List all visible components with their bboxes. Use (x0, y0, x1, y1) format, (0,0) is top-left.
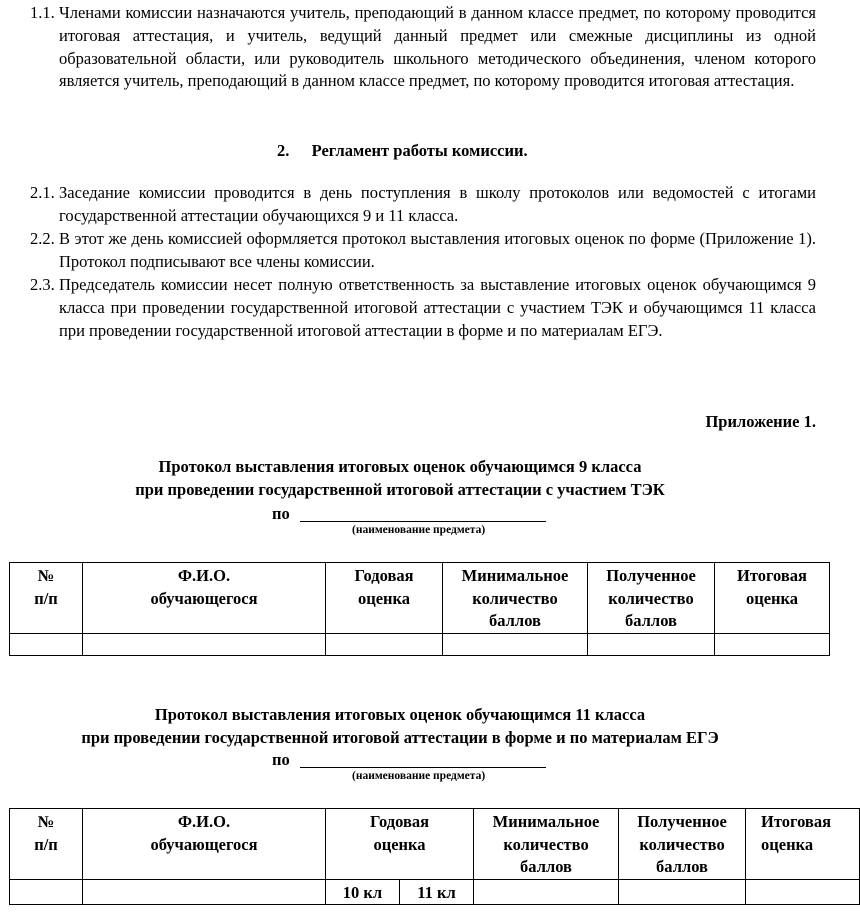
subject-blank-line (300, 501, 546, 522)
clause-2-3 (30, 274, 816, 342)
section-2-title: Регламент работы комиссии. (311, 141, 528, 160)
clause-text: Председатель комиссии несет полную ответственность за выставление итоговых оценок обучающимся 9 класса при проведении государственной итоговой аттестации с участием ТЭК и обучающимся 11 класса при проведении государственной итоговой аттестации в форме и по материалам ЕГЭ. (59, 275, 816, 340)
table-cell[interactable] (715, 633, 830, 655)
clause-number: 2.3. (30, 275, 55, 294)
protocol-11-title-line2: при проведении государственной итоговой аттестации в форме и по материалам ЕГЭ (81, 728, 719, 747)
clause-text: Заседание комиссии проводится в день поступления в школу протоколов или ведомостей с итогами государственной аттестации обучающихся 9 и 11 класса. (59, 183, 816, 225)
protocol-9-table (9, 562, 830, 656)
section-2-heading (277, 140, 528, 162)
protocol-11-po-label: по (272, 750, 290, 769)
protocol-9-title-line2: при проведении государственной итоговой аттестации с участием ТЭК (135, 480, 665, 499)
clause-number: 2.1. (30, 183, 55, 202)
header-cell-final-grade: Итоговая оценка (715, 563, 830, 634)
table-cell[interactable] (746, 879, 860, 905)
header-cell-annual-grade: Годовая оценка (326, 563, 443, 634)
subheader-11-class: 11 кл (400, 879, 474, 905)
clause-2-1 (30, 182, 816, 228)
table-cell[interactable] (10, 879, 83, 905)
clause-2-2 (30, 228, 816, 274)
header-cell-final-grade: Итоговая оценка (746, 809, 860, 880)
header-cell-min-score: Минимальное количество баллов (474, 809, 619, 880)
header-cell-annual-grade: Годовая оценка (326, 809, 474, 880)
table-header-row (10, 809, 860, 880)
subject-hint: (наименование предмета) (352, 524, 486, 536)
header-cell-received-score: Полученное количество баллов (619, 809, 746, 880)
protocol-9-title-line1: Протокол выставления итоговых оценок обучающимся 9 класса (158, 457, 642, 476)
clause-number: 2.2. (30, 229, 55, 248)
header-cell-name: Ф.И.О. обучающегося (83, 563, 326, 634)
header-cell-name: Ф.И.О. обучающегося (83, 809, 326, 880)
appendix-label: Приложение 1. (705, 412, 816, 431)
header-cell-number: № п/п (10, 809, 83, 880)
table-header-row (10, 563, 830, 634)
header-cell-received-score: Полученное количество баллов (588, 563, 715, 634)
clause-text: Членами комиссии назначаются учитель, преподающий в данном классе предмет, по которому проводится итоговая аттестация, и учитель, ведущий данный предмет или смежные дисциплины из одной образовательной области, или руководитель школьного методического объединения, членом которого является учитель, преподающий в данном классе предмет, по которому проводится итоговая аттестация. (59, 3, 816, 91)
table-row (10, 633, 830, 655)
clause-text: В этот же день комиссией оформляется протокол выставления итоговых оценок по форме (Приложение 1). Протокол подписывают все члены комиссии. (59, 229, 816, 271)
table-cell[interactable] (619, 879, 746, 905)
table-cell[interactable] (10, 633, 83, 655)
section-2-number: 2. (277, 141, 290, 160)
table-cell[interactable] (83, 633, 326, 655)
table-row (10, 879, 860, 905)
protocol-11-table (9, 808, 860, 905)
table-cell[interactable] (326, 633, 443, 655)
subheader-10-class: 10 кл (326, 879, 400, 905)
protocol-9-po-label: по (272, 504, 290, 523)
table-cell[interactable] (588, 633, 715, 655)
subject-hint: (наименование предмета) (352, 770, 486, 782)
subject-blank-line (300, 747, 546, 768)
table-cell[interactable] (83, 879, 326, 905)
header-cell-number: № п/п (10, 563, 83, 634)
protocol-11-title-line1: Протокол выставления итоговых оценок обучающимся 11 класса (154, 705, 646, 724)
clause-1-1 (30, 2, 816, 93)
header-cell-min-score: Минимальное количество баллов (443, 563, 588, 634)
table-cell[interactable] (474, 879, 619, 905)
table-cell[interactable] (443, 633, 588, 655)
clause-number: 1.1. (30, 3, 55, 22)
